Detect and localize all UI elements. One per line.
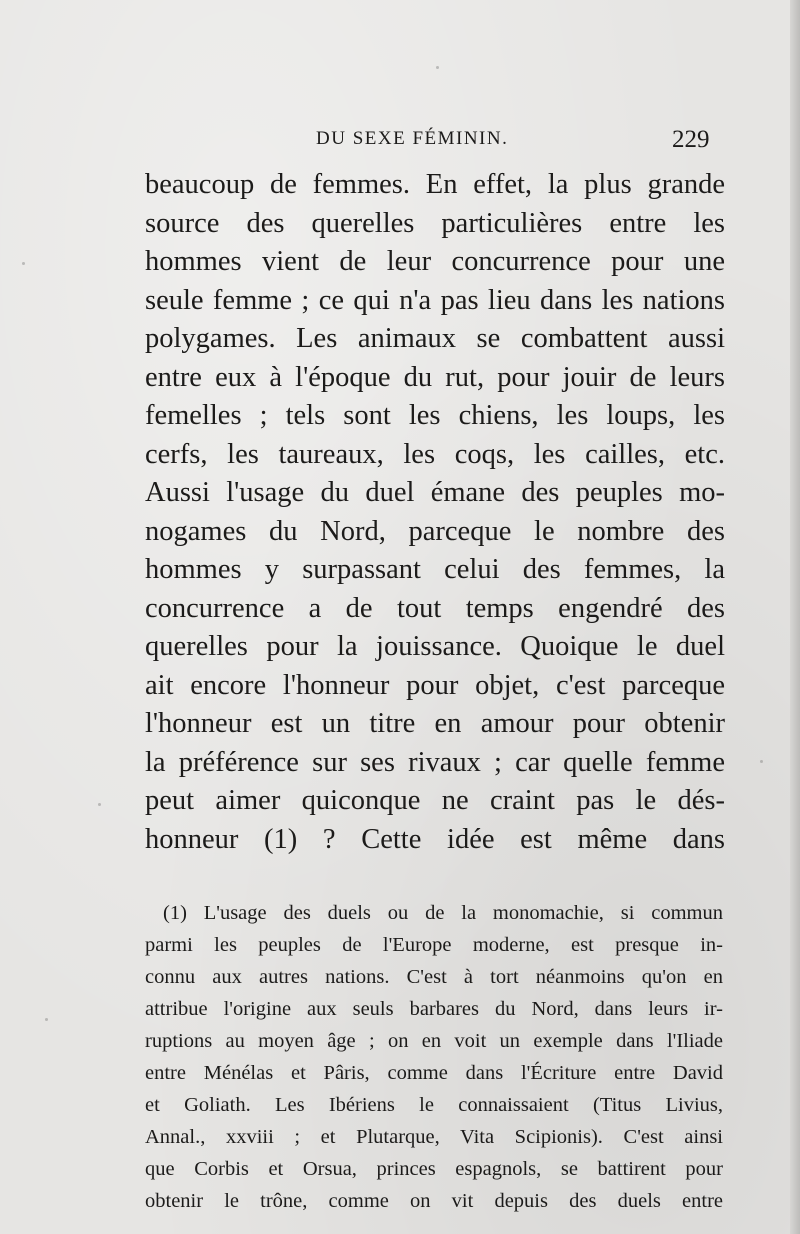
text-line: femelles ; tels sont les chiens, les loups, les xyxy=(145,400,725,431)
page-edge-shadow xyxy=(790,0,800,1234)
text-line: peut aimer quiconque ne craint pas le dés- xyxy=(145,785,725,816)
text-line: la préférence sur ses rivaux ; car quelle femme xyxy=(145,746,725,778)
text-line: hommes vient de leur concurrence pour une xyxy=(145,246,725,277)
text-line: beaucoup de femmes. En effet, la plus grande xyxy=(145,169,725,200)
text-line: source des querelles particulières entre les xyxy=(145,207,725,239)
footnote-line: ruptions au moyen âge ; on en voit un exemple dans l'Iliade xyxy=(145,1030,723,1052)
footnote-line: attribue l'origine aux seuls barbares du Nord, dans leurs ir- xyxy=(145,998,723,1020)
text-line: ait encore l'honneur pour objet, c'est parceque xyxy=(145,669,725,701)
footnote xyxy=(145,897,723,1217)
text-line: hommes y surpassant celui des femmes, la xyxy=(145,554,725,585)
text-line: entre eux à l'époque du rut, pour jouir de leurs xyxy=(145,361,725,393)
footnote-line: obtenir le trône, comme on vit depuis des duels entre xyxy=(145,1190,723,1212)
footnote-line: connu aux autres nations. C'est à tort néanmoins qu'on en xyxy=(145,966,723,988)
text-line: polygames. Les animaux se combattent aussi xyxy=(145,323,725,354)
main-text xyxy=(145,166,725,859)
text-line: querelles pour la jouissance. Quoique le duel xyxy=(145,631,725,662)
paper-speck xyxy=(98,803,101,806)
footnote-line: parmi les peuples de l'Europe moderne, est presque in- xyxy=(145,934,723,956)
page-number: 229 xyxy=(672,126,710,153)
text-line: nogames du Nord, parceque le nombre des xyxy=(145,515,725,547)
text-line: l'honneur est un titre en amour pour obtenir xyxy=(145,708,725,739)
paper-speck xyxy=(760,760,763,763)
paper-speck xyxy=(22,262,25,265)
text-line: honneur (1) ? Cette idée est même dans xyxy=(145,823,725,855)
footnote-line: (1) L'usage des duels ou de la monomachie, si commun xyxy=(163,902,723,924)
running-head: DU SEXE FÉMININ. xyxy=(316,128,509,149)
footnote-line: Annal., xxviii ; et Plutarque, Vita Scipionis). C'est ainsi xyxy=(145,1126,723,1148)
paper-speck xyxy=(436,66,439,69)
text-line: concurrence a de tout temps engendré des xyxy=(145,592,725,624)
footnote-line: et Goliath. Les Ibériens le connaissaient (Titus Livius, xyxy=(145,1094,723,1116)
paper-speck xyxy=(45,1018,48,1021)
footnote-line: que Corbis et Orsua, princes espagnols, se battirent pour xyxy=(145,1158,723,1180)
text-line: seule femme ; ce qui n'a pas lieu dans les nations xyxy=(145,284,725,316)
text-line: Aussi l'usage du duel émane des peuples mo- xyxy=(145,477,725,508)
text-line: cerfs, les taureaux, les coqs, les cailles, etc. xyxy=(145,438,725,470)
footnote-line: entre Ménélas et Pâris, comme dans l'Écriture entre David xyxy=(145,1062,723,1084)
